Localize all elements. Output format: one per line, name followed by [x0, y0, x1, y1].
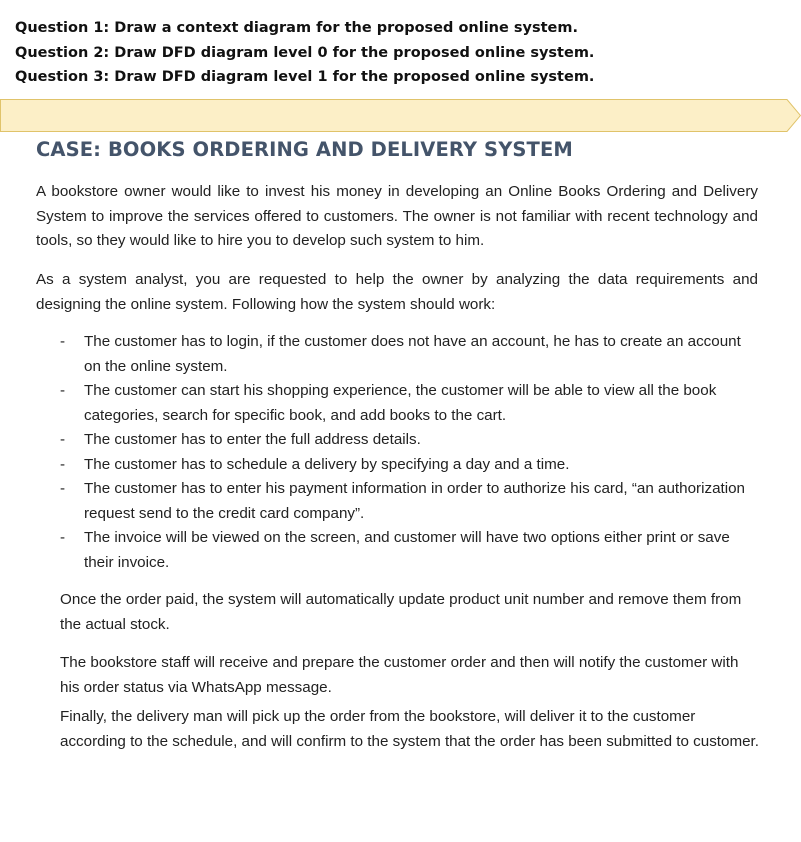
intro-paragraph: A bookstore owner would like to invest his money in developing an Online Books Ordering and Delivery System to improve the services offered to customers. The owner is not familiar with recent technology and tools, so they would like to hire you to develop such system to him.: [36, 183, 758, 249]
list-item-text: The customer has to enter his payment information in order to authorize his card, “an authorization request send to the credit card company”.: [84, 480, 745, 522]
question-2: Question 2: Draw DFD diagram level 0 for the proposed online system.: [15, 44, 595, 61]
list-item-text: The invoice will be viewed on the screen, and customer will have two options either print or save their invoice.: [84, 529, 730, 571]
list-item: [60, 379, 750, 428]
bullet-dash: -: [60, 455, 66, 473]
question-3: Question 3: Draw DFD diagram level 1 for the proposed online system.: [15, 69, 595, 85]
case-title: CASE: BOOKS ORDERING AND DELIVERY SYSTEM: [36, 138, 573, 161]
bullet-dash: -: [60, 382, 66, 399]
staff-paragraph: The bookstore staff will receive and prepare the customer order and then will notify the customer with his order status via WhatsApp message.: [60, 654, 739, 696]
question-1: Question 1: Draw a context diagram for the proposed online system.: [15, 20, 578, 36]
case-banner: [0, 99, 801, 132]
list-item: [60, 453, 750, 478]
bullet-dash: -: [60, 431, 66, 448]
list-item: [60, 477, 750, 526]
list-item-text: The customer can start his shopping experience, the customer will be able to view all the book categories, search for specific book, and add books to the cart.: [84, 382, 717, 424]
list-item-text: The customer has to schedule a delivery by specifying a day and a time.: [84, 455, 570, 473]
list-item-text: The customer has to enter the full address details.: [84, 431, 421, 448]
requirements-list: [60, 330, 750, 575]
bullet-dash: -: [60, 480, 66, 497]
questions-block: [15, 16, 594, 90]
list-item: [60, 526, 750, 575]
bullet-dash: -: [60, 529, 66, 546]
order-paid-paragraph: Once the order paid, the system will automatically update product unit number and remove them from the actual stock.: [60, 591, 742, 633]
bullet-dash: -: [60, 333, 66, 350]
list-item: [60, 330, 750, 379]
banner-arrow-shape: [1, 100, 801, 132]
delivery-paragraph: Finally, the delivery man will pick up the order from the bookstore, will deliver it to the customer according to the schedule, and will confirm to the system that the order has been submitted to customer.: [60, 708, 759, 750]
analyst-paragraph: As a system analyst, you are requested to help the owner by analyzing the data requirements and designing the online system. Following how the system should work:: [36, 271, 758, 313]
list-item: [60, 428, 750, 453]
list-item-text: The customer has to login, if the customer does not have an account, he has to create an account on the online system.: [84, 333, 741, 375]
